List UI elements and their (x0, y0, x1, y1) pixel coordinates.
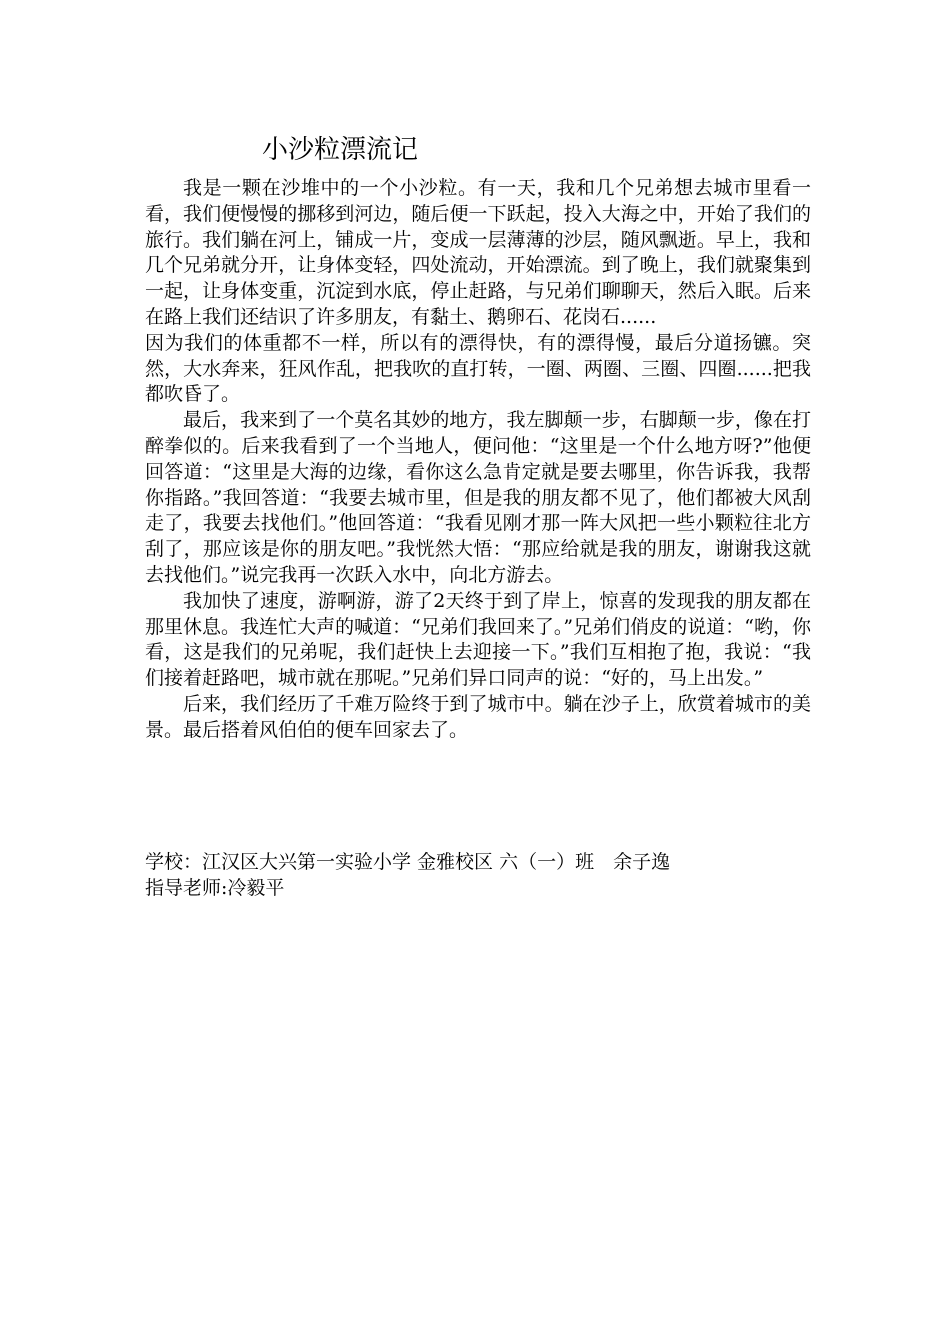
document-body (145, 176, 811, 744)
teacher-line: 指导老师:冷毅平 (145, 876, 285, 899)
document-title: 小沙粒漂流记 (262, 135, 419, 165)
paragraph-3: 最后，我来到了一个莫名其妙的地方，我左脚颠一步，右脚颠一步，像在打醉拳似的。后来我看到了一个当地人，便问他：“这里是一个什么地方呀?”他便回答道：“这里是大海的边缘，看你这么急肯定就是要去哪里，你告诉我，我帮你指路。”我回答道：“我要去城市里，但是我的朋友都不见了，他们都被大风刮走了，我要去找他们。”他回答道：“我看见刚才那一阵大风把一些小颗粒往北方刮了，那应该是你的朋友吧。”我恍然大悟：“那应给就是我的朋友，谢谢我这就去找他们。”说完我再一次跃入水中，向北方游去。 (145, 409, 811, 586)
school-line: 学校：江汉区大兴第一实验小学 金雅校区 六（一）班 余子逸 (145, 851, 671, 873)
paragraph-5: 后来，我们经历了千难万险终于到了城市中。躺在沙子上，欣赏着城市的美景。最后搭着风伯伯的便车回家去了。 (145, 692, 811, 741)
paragraph-1: 我是一颗在沙堆中的一个小沙粒。有一天，我和几个兄弟想去城市里看一看，我们便慢慢的挪移到河边，随后便一下跃起，投入大海之中，开始了我们的旅行。我们躺在河上，铺成一片，变成一层薄薄的沙层，随风飘逝。早上，我和几个兄弟就分开，让身体变轻，四处流动，开始漂流。到了晚上，我们就聚集到一起，让身体变重，沉淀到水底，停止赶路，与兄弟们聊聊天，然后入眠。后来在路上我们还结识了许多朋友，有黏土、鹅卵石、花岗石...... (145, 177, 811, 328)
paragraph-2: 因为我们的体重都不一样，所以有的漂得快，有的漂得慢，最后分道扬镳。突然，大水奔来，狂风作乱，把我吹的直打转，一圈、两圈、三圈、四圈......把我都吹昏了。 (145, 331, 811, 406)
paragraph-4: 我加快了速度，游啊游，游了2天终于到了岸上，惊喜的发现我的朋友都在那里休息。我连忙大声的喊道：“兄弟们我回来了。”兄弟们俏皮的说道：“哟，你看，这是我们的兄弟呢，我们赶快上去迎接一下。”我们互相抱了抱，我说：“我们接着赶路吧，城市就在那呢。”兄弟们异口同声的说：“好的，马上出发。” (145, 589, 811, 690)
author-info (145, 850, 845, 902)
